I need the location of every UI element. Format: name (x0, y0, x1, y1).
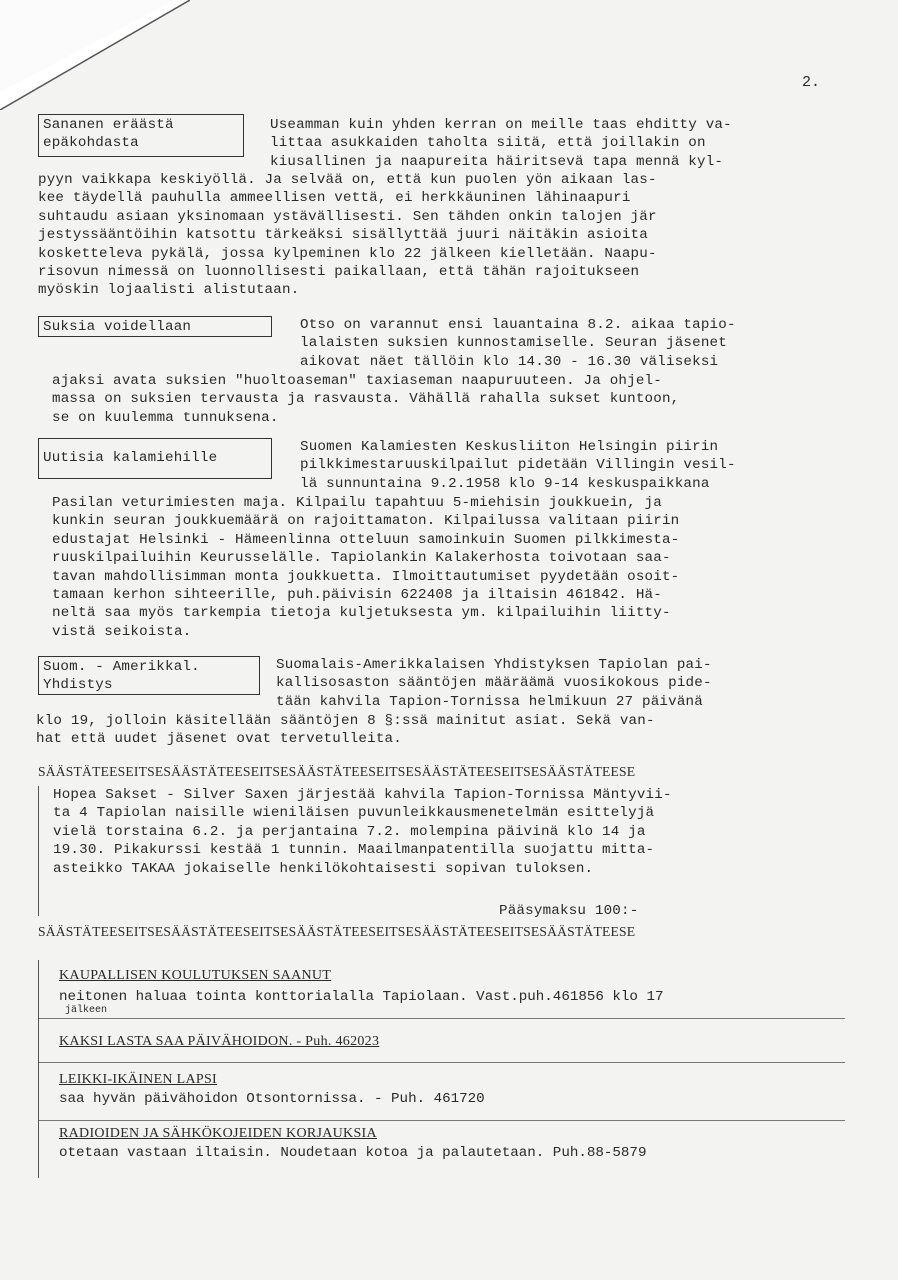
text-line: ruuskilpailuihin Keurusselälle. Tapiolankin Kalakerhosta toivotaan saa- (52, 550, 671, 567)
text-line: ta 4 Tapiolan naisille wieniläisen puvunleikkausmenetelmän esittelyjä (53, 805, 655, 822)
classified-body: otetaan vastaan iltaisin. Noudetaan kotoa ja palautetaan. Puh.88-5879 (59, 1145, 647, 1161)
text-line: kee täydellä pauhulla ammeellisen vettä, ei herkkäuninen lähinaapuri (38, 190, 631, 207)
text-line: myöskin lojaalisti alistutaan. (38, 282, 300, 299)
section-heading: Suksia voidellaan (38, 316, 272, 337)
text-line: tavan mahdollisimman monta joukkuetta. Ilmoittautumiset pyydetään osoit- (52, 568, 680, 585)
text-line: ajaksi avata suksien "huoltoaseman" taxiaseman naapuruuteen. Ja ohjel- (52, 373, 662, 389)
classified-title: RADIOIDEN JA SÄHKÖKOJEIDEN KORJAUKSIA (59, 1126, 377, 1141)
classified-item (59, 1034, 859, 1050)
section-heading: Suom. - Amerikkal. Yhdistys (38, 656, 260, 695)
folded-corner (0, 0, 190, 110)
text-line: tamaan kerhon sihteerille, puh.päivisin 622408 ja iltaisin 461842. Hä- (52, 587, 662, 604)
text-line: vistä seikoista. (52, 623, 192, 640)
advertisement-hopea-sakset (38, 786, 853, 919)
text-line: se on kuulemma tunnuksena. (52, 409, 279, 426)
text-line: pyyn vaikkapa keskiyöllä. Ja selvää on, että kun puolen yön aikaan las- (38, 172, 657, 188)
text-line: lalaisten suksien kunnostamiselle. Seuran jäsenet (300, 335, 727, 352)
classified-title: LEIKKI-IKÄINEN LAPSI (59, 1072, 218, 1087)
text-line: Otso on varannut ensi lauantaina 8.2. aikaa tapio- (300, 317, 736, 333)
classifieds-box (38, 960, 849, 1178)
text-line: suhtaudu asiaan yksinomaan ystävällisesti. Sen tähden onkin talojen jär (38, 208, 657, 225)
text-line: neltä saa myös tarkempia tietoja kuljetuksesta ym. kilpailuihin liitty- (52, 605, 671, 622)
text-line: kallisosaston sääntöjen määräämä vuosikokous pide- (276, 675, 712, 692)
text-line: jestyssääntöihin katsottu tärkeäksi sisällyttää juuri näitäkin asioita (38, 227, 648, 244)
text-line: littaa asukkaiden taholta siitä, että joillakin on (270, 135, 706, 152)
text-line: Suomen Kalamiesten Keskusliiton Helsingin piirin (300, 439, 719, 455)
divider (39, 1018, 845, 1019)
classified-body: saa hyvän päivähoidon Otsontornissa. - Puh. 461720 (59, 1091, 485, 1107)
section-heading: Sananen eräästä epäkohdasta (38, 114, 244, 157)
text-line: 19.30. Pikakurssi kestää 1 tunnin. Maailmanpatentilla suojattu mitta- (53, 842, 655, 859)
divider (39, 1062, 845, 1063)
page-number: 2. (801, 74, 820, 91)
text-line: klo 19, jolloin käsitellään sääntöjen 8 §:ssä mainitut asiat. Sekä van- (36, 713, 655, 729)
text-line: Useamman kuin yhden kerran on meille taas ehditty va- (270, 117, 732, 133)
classified-note: jälkeen (65, 1005, 108, 1016)
text-line: lä sunnuntaina 9.2.1958 klo 9-14 keskuspaikkana (300, 475, 710, 492)
classified-title: KAKSI LASTA SAA PÄIVÄHOIDON. - Puh. 462023 (59, 1034, 380, 1049)
text-line: tään kahvila Tapion-Tornissa helmikuun 27 päivänä (276, 693, 703, 710)
text-line: massa on suksien tervausta ja rasvausta. Vähällä rahalla sukset kuntoon, (52, 391, 680, 408)
text-line: Pasilan veturimiesten maja. Kilpailu tapahtuu 5-miehisin joukkuein, ja (52, 495, 662, 511)
classified-item (59, 968, 859, 1016)
classified-item (59, 1072, 859, 1108)
text-line: kosketteleva pykälä, jossa kylpeminen klo 22 jälkeen kielletään. Naapu- (38, 245, 657, 262)
text-line: asteikko TAKAA jokaiselle henkilökohtaisesti sopivan tuloksen. (53, 860, 594, 877)
text-line: pilkkimestaruuskilpailut pidetään Villingin vesil- (300, 457, 736, 474)
text-line: vielä torstaina 6.2. ja perjantaina 7.2. molempina päivinä klo 14 ja (53, 823, 646, 840)
text-line: edustajat Helsinki - Hämeenlinna otteluun samoinkuin Suomen pilkkimesta- (52, 531, 680, 548)
text-line: Hopea Sakset - Silver Saxen järjestää kahvila Tapion-Tornissa Mäntyvii- (53, 787, 672, 803)
classified-title: KAUPALLISEN KOULUTUKSEN SAANUT (59, 968, 332, 983)
divider (39, 1120, 845, 1121)
classified-item (59, 1126, 859, 1162)
admission-price: Pääsymaksu 100:- (499, 903, 639, 919)
text-line: hat että uudet jäsenet ovat tervetulleita. (36, 731, 402, 748)
stamp-band-bottom: SÄÄSTÄTEESEITSESÄÄSTÄTEESEITSESÄÄSTÄTEESEITSESÄÄSTÄTEESEITSESÄÄSTÄTEESE (38, 924, 636, 939)
text-line: risovun nimessä on luonnollisesti paikallaan, että tähän rajoitukseen (38, 264, 640, 281)
text-line: kunkin seuran joukkuemäärä on rajoittamaton. Kilpailussa valitaan piirin (52, 513, 680, 530)
text-line: aikovat näet tällöin klo 14.30 - 16.30 väliseksi (300, 353, 719, 370)
text-line: Suomalais-Amerikkalaisen Yhdistyksen Tapiolan pai- (276, 657, 712, 673)
section-heading: Uutisia kalamiehille (38, 438, 272, 479)
stamp-band-top: SÄÄSTÄTEESEITSESÄÄSTÄTEESEITSESÄÄSTÄTEESEITSESÄÄSTÄTEESEITSESÄÄSTÄTEESE (38, 764, 636, 779)
classified-body: neitonen haluaa tointa konttorialalla Tapiolaan. Vast.puh.461856 klo 17 (59, 989, 664, 1005)
text-line: kiusallinen ja naapureita häiritsevä tapa mennä kyl- (270, 153, 724, 170)
